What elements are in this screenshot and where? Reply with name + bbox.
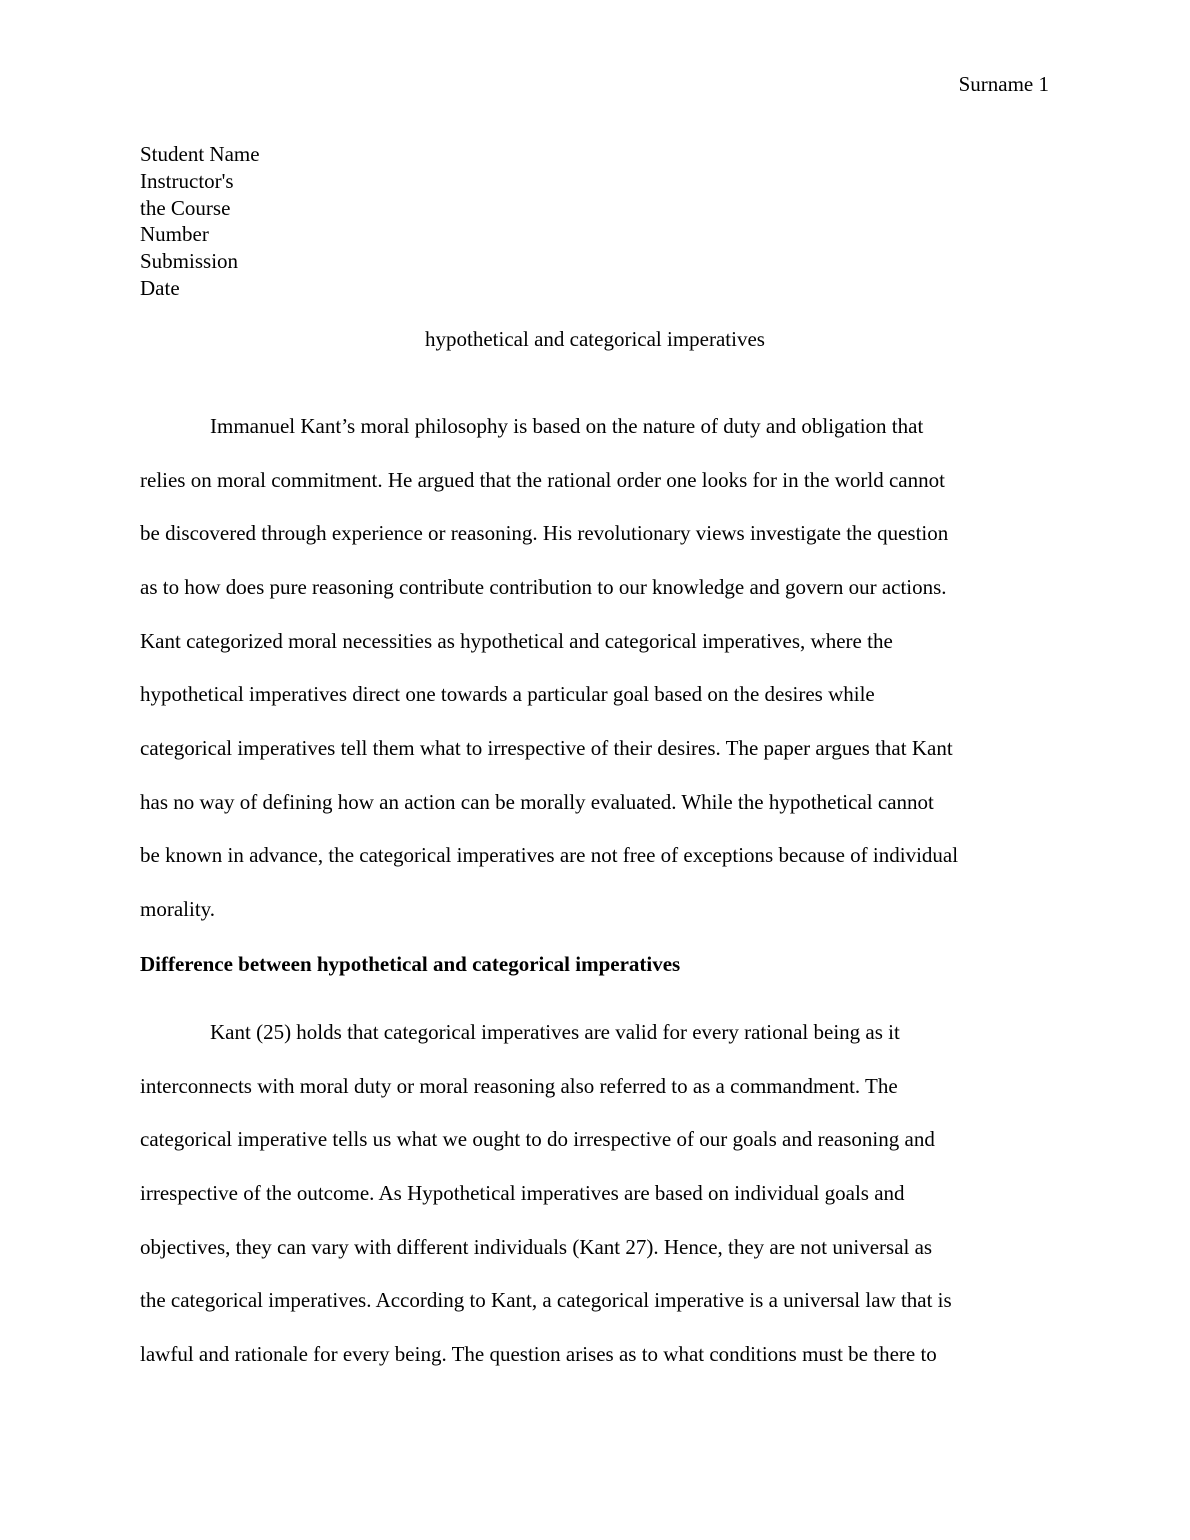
paragraph-line: Kant categorized moral necessities as hypothetical and categorical imperatives, where the [140, 629, 893, 653]
header-line-date: Date [140, 275, 180, 300]
paragraph-line: has no way of defining how an action can be morally evaluated. While the hypothetical cannot [140, 790, 934, 814]
header-line-submission: Submission [140, 249, 239, 274]
paragraph-line: morality. [140, 897, 216, 921]
paragraph-line: Kant (25) holds that categorical imperatives are valid for every rational being as it [210, 1020, 900, 1044]
paragraph-line: categorical imperatives tell them what to irrespective of their desires. The paper argues that Kant [140, 736, 953, 760]
section-heading: Difference between hypothetical and categorical imperatives [140, 952, 681, 976]
paragraph-line: be discovered through experience or reasoning. His revolutionary views investigate the question [140, 521, 949, 545]
paragraph-line: lawful and rationale for every being. The question arises as to what conditions must be there to [140, 1342, 937, 1366]
header-line-student-name: Student Name [140, 142, 260, 166]
paper-title: hypothetical and categorical imperatives [425, 327, 765, 351]
paragraph-line: the categorical imperatives. According to Kant, a categorical imperative is a universal law that is [140, 1288, 952, 1312]
student-header-block [140, 141, 260, 302]
paragraph-line: objectives, they can vary with different individuals (Kant 27). Hence, they are not universal as [140, 1235, 933, 1259]
paragraph-line: hypothetical imperatives direct one towards a particular goal based on the desires while [140, 682, 875, 706]
header-line-instructor: Instructor's [140, 168, 234, 193]
paragraph-line: as to how does pure reasoning contribute contribution to our knowledge and govern our actions. [140, 575, 947, 599]
running-head: Surname 1 [958, 72, 1049, 96]
paragraph-line: irrespective of the outcome. As Hypothetical imperatives are based on individual goals and [140, 1181, 905, 1205]
header-line-number: Number [140, 222, 209, 247]
header-line-course: the Course [140, 195, 231, 220]
paragraph-line: Immanuel Kant’s moral philosophy is based on the nature of duty and obligation that [210, 414, 924, 438]
paragraph-line: categorical imperative tells us what we ought to do irrespective of our goals and reasoning and [140, 1127, 935, 1151]
paragraph-line: be known in advance, the categorical imperatives are not free of exceptions because of individual [140, 843, 959, 867]
paragraph-line: interconnects with moral duty or moral reasoning also referred to as a commandment. The [140, 1074, 898, 1098]
paragraph-line: relies on moral commitment. He argued that the rational order one looks for in the world cannot [140, 468, 945, 492]
